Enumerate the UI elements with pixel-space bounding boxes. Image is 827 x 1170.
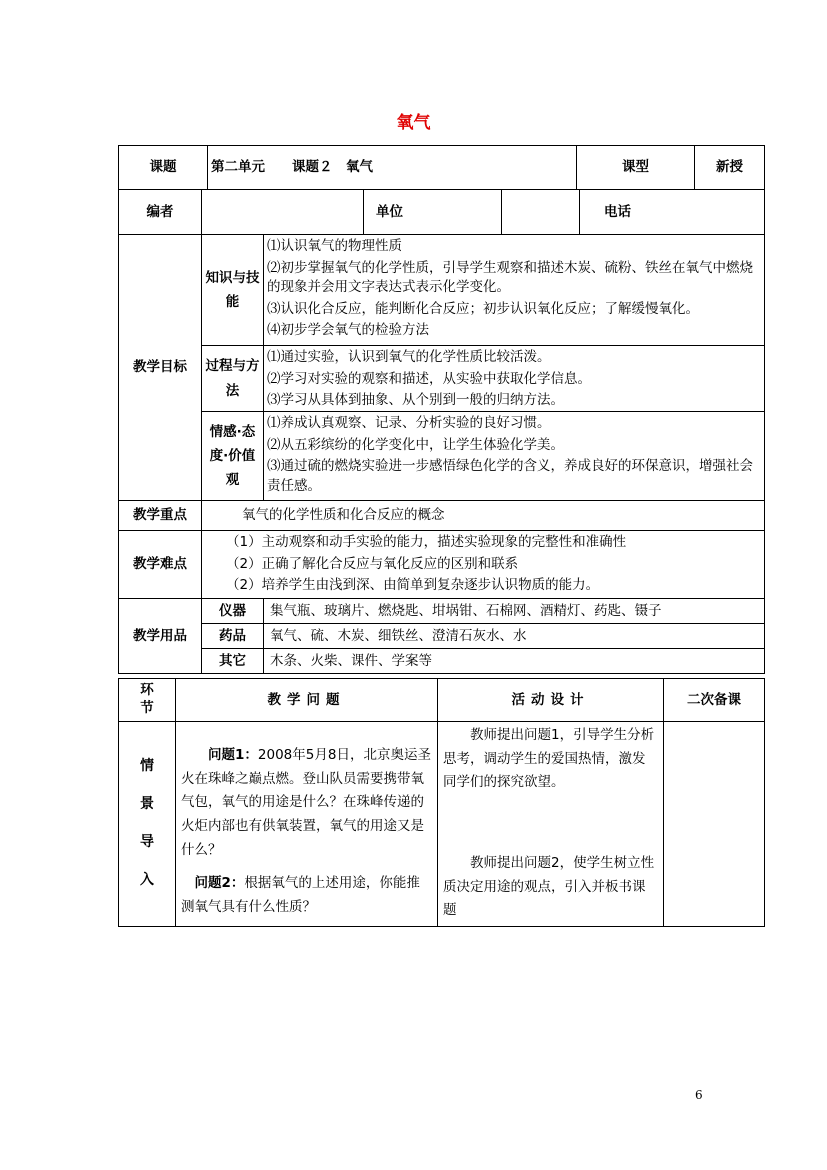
goal-group-items [264,346,765,412]
activities-cell [438,722,664,927]
header-table [118,145,765,190]
supply-value: 集气瓶、玻璃片、燃烧匙、坩埚钳、石棉网、酒精灯、药匙、镊子 [264,599,765,624]
difficulty-item: （2）正确了解化合反应与氧化反应的区别和联系 [226,555,519,572]
goal-group-label: 过程与方法 [202,346,264,412]
supply-label: 仪器 [202,599,264,624]
goal-item: ⑵初步掌握氧气的化学性质，引导学生观察和描述木炭、硫粉、铁丝在氧气中燃烧的现象并会用文字表达式表示化学变化。 [267,259,753,296]
question-2-label: 问题2： [194,875,245,892]
type-value: 新授 [695,146,765,190]
stage-char: 情 [140,758,154,775]
activity-1: 教师提出问题1，引导学生分析思考，调动学生的爱国热情，激发同学们的探究欲望。 [443,727,655,791]
process-table [118,678,765,927]
col-header-stage: 环节 [119,679,176,722]
stage-char: 入 [140,871,154,888]
stage-cell [119,722,176,927]
difficulty-label: 教学难点 [119,531,202,599]
course-label: 课题 [119,146,208,190]
difficulty-items [202,531,765,599]
goal-item: ⑴养成认真观察、记录、分析实验的良好习惯。 [267,415,551,431]
goal-item: ⑵从五彩缤纷的化学变化中，让学生体验化学美。 [267,436,564,453]
goal-item: ⑴认识氧气的物理性质 [267,238,402,254]
supply-value: 氧气、硫、木炭、细铁丝、澄清石灰水、水 [264,624,765,649]
goal-item: ⑶通过硫的燃烧实验进一步感悟绿色化学的含义，养成良好的环保意识，增强社会责任感。 [267,458,753,494]
goal-group-items [264,235,765,346]
page-title: 氧气 [396,113,431,133]
question-1 [181,744,432,862]
goal-item: ⑷初步学会氧气的检验方法 [267,322,429,339]
col-header-notes: 二次备课 [664,679,765,722]
notes-cell [664,722,765,927]
unit-label: 单位 [364,190,502,235]
plan-table [118,189,765,674]
supply-value: 木条、火柴、课件、学案等 [264,649,765,674]
goal-item: ⑴通过实验，认识到氧气的化学性质比较活泼。 [267,349,551,365]
goals-label: 教学目标 [119,235,202,501]
supplies-label: 教学用品 [119,599,202,674]
focus-text: 氧气的化学性质和化合反应的概念 [202,501,765,531]
col-header-activity: 活动设计 [438,679,664,722]
goal-item: ⑶认识化合反应，能判断化合反应；初步认识氧化反应；了解缓慢氧化。 [267,300,699,317]
editor-value [202,190,364,235]
editor-label: 编者 [119,190,202,235]
stage-char: 导 [140,833,154,850]
goal-group-items [264,412,765,501]
goal-item: ⑶学习从具体到抽象、从个别到一般的归纳方法。 [267,392,564,409]
difficulty-item: （2）培养学生由浅到深、由简单到复杂逐步认识物质的能力。 [226,577,600,594]
question-1-label: 问题1： [208,747,258,763]
supply-label: 其它 [202,649,264,674]
goal-group-label: 情感·态度·价值观 [202,412,264,501]
focus-label: 教学重点 [119,501,202,531]
type-label: 课型 [577,146,695,190]
question-2 [181,872,432,919]
unit-value [502,190,580,235]
phone-label: 电话 [580,190,765,235]
questions-cell [176,722,438,927]
stage-char: 景 [140,796,154,813]
goal-item: ⑵学习对实验的观察和描述，从实验中获取化学信息。 [267,370,591,387]
difficulty-item: （1）主动观察和动手实验的能力，描述实验现象的完整性和准确性 [226,534,627,551]
course-value: 第二单元 课题２ 氧气 [208,146,577,190]
goal-group-label: 知识与技能 [202,235,264,346]
question-1-text: 2008年5月8日，北京奥运圣火在珠峰之巅点燃。登山队员需要携带氧气包，氧气的用途是什么？在珠峰传递的火炬内部也有供氧装置，氧气的用途又是什么？ [181,747,431,858]
supply-label: 药品 [202,624,264,649]
page-number: 6 [695,1088,703,1102]
activity-2: 教师提出问题2，使学生树立性质决定用途的观点，引入并板书课题 [443,855,655,919]
question-2-text: 根据氧气的上述用途，你能推测氧气具有什么性质？ [181,875,420,915]
col-header-question: 教学问题 [176,679,438,722]
